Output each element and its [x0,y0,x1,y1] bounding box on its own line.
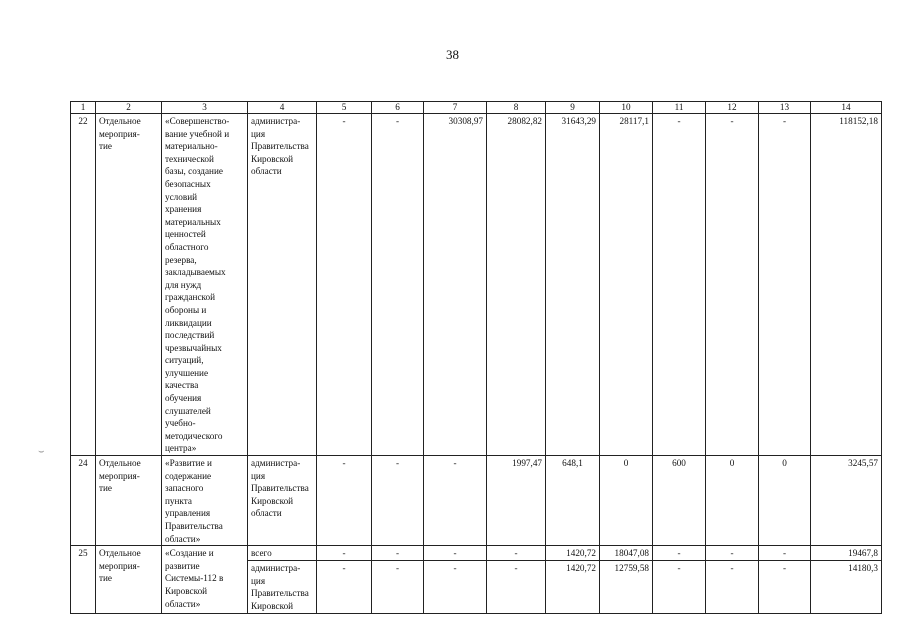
column-header: 4 [248,102,317,114]
value-cell: - [706,546,759,561]
total-cell: 19467,8 [811,546,882,561]
measure-name [162,114,248,456]
executor-text: администра- ция Правительства Кировской [251,563,309,611]
table-row [71,114,882,456]
row-number: 25 [71,546,96,613]
total-cell: 14180,3 [811,561,882,613]
scan-mark: ⌣ [38,446,45,457]
column-number-row [71,102,882,114]
value-cell: - [424,456,487,546]
measure-type [96,456,162,546]
value-cell: - [317,546,372,561]
value-cell: 600 [653,456,706,546]
value-cell: - [424,546,487,561]
total-cell: 3245,57 [811,456,882,546]
executor-text: администра- ция Правительства Кировской области [251,116,309,177]
value-cell: - [759,561,811,613]
value-cell: - [759,114,811,456]
column-header: 8 [487,102,546,114]
measure-name-text: «Создание и развитие Системы-112 в Кировской области» [165,548,224,609]
value-cell: - [653,561,706,613]
executor-text: администра- ция Правительства Кировской области [251,458,309,519]
table-row [71,546,882,561]
value-cell: 18047,08 [600,546,653,561]
row-number: 22 [71,114,96,456]
column-header: 9 [546,102,600,114]
column-header: 7 [424,102,487,114]
value-cell: 30308,97 [424,114,487,456]
value-cell: 0 [600,456,653,546]
page-number: 38 [446,47,459,62]
value-cell: - [706,114,759,456]
column-header: 10 [600,102,653,114]
value-cell: - [706,561,759,613]
value-cell: - [487,546,546,561]
value-cell: 1420,72 [546,561,600,613]
value-cell: - [653,114,706,456]
column-header: 1 [71,102,96,114]
value-cell: - [372,114,424,456]
value-cell: 28082,82 [487,114,546,456]
value-cell: - [424,561,487,613]
value-cell: - [487,561,546,613]
value-cell: - [372,456,424,546]
row-number: 24 [71,456,96,546]
measure-type-text: Отдельное мероприя- тие [99,116,141,152]
column-header: 14 [811,102,882,114]
value-cell: 1997,47 [487,456,546,546]
measure-type-text: Отдельное мероприя- тие [99,458,141,494]
value-cell: 1420,72 [546,546,600,561]
measure-type-text: Отдельное мероприя- тие [99,548,141,584]
measure-name [162,456,248,546]
value-cell: - [372,561,424,613]
executor [248,456,317,546]
column-header: 12 [706,102,759,114]
value-cell: 28117,1 [600,114,653,456]
column-header: 2 [96,102,162,114]
value-cell: - [317,456,372,546]
budget-table [70,101,882,614]
value-cell: 0 [706,456,759,546]
value-cell: 648,1 [546,456,600,546]
measure-type [96,546,162,613]
column-header: 13 [759,102,811,114]
value-cell: - [759,546,811,561]
column-header: 5 [317,102,372,114]
value-cell: 12759,58 [600,561,653,613]
value-cell: - [653,546,706,561]
executor: всего [248,546,317,561]
measure-name-text: «Развитие и содержание запасного пункта управления Правительства области» [165,458,223,544]
measure-name [162,546,248,613]
measure-type [96,114,162,456]
column-header: 11 [653,102,706,114]
measure-name-text: «Совершенство- вание учебной и материально- технической базы, создание безопасных условий хранения материальных ценностей областного резерва, закладываемых для нужд гражданской обороны и ликвидации последствий чрезвычайных ситуаций, улучшение качества обучения слушателей учебно- методического центра» [165,116,230,454]
table-row [71,456,882,546]
executor [248,561,317,613]
column-header: 3 [162,102,248,114]
executor [248,114,317,456]
value-cell: - [372,546,424,561]
value-cell: - [317,114,372,456]
total-cell: 118152,18 [811,114,882,456]
value-cell: - [317,561,372,613]
column-header: 6 [372,102,424,114]
value-cell: 31643,29 [546,114,600,456]
value-cell: 0 [759,456,811,546]
